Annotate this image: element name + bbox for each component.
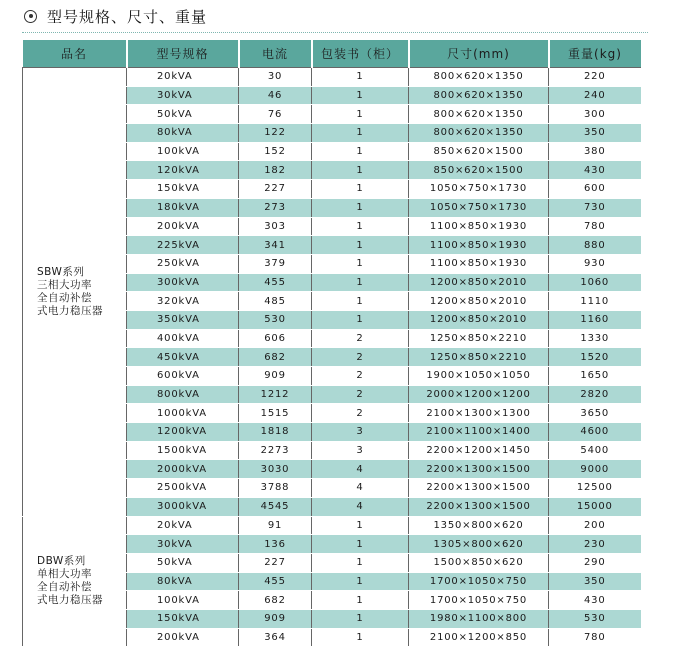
cell-packing: 1 bbox=[312, 86, 409, 105]
cell-packing: 1 bbox=[312, 553, 409, 572]
cell-packing: 2 bbox=[312, 404, 409, 423]
cell-model: 450kVA bbox=[127, 348, 239, 367]
section-header bbox=[24, 5, 207, 27]
product-name-line: DBW系列 bbox=[37, 555, 86, 568]
cell-weight: 530 bbox=[549, 609, 641, 628]
cell-packing: 1 bbox=[312, 124, 409, 143]
cell-dimensions: 1100×850×1930 bbox=[409, 217, 549, 236]
cell-dimensions: 800×620×1350 bbox=[409, 124, 549, 143]
cell-weight: 300 bbox=[549, 105, 641, 124]
cell-model: 180kVA bbox=[127, 198, 239, 217]
header-model: 型号规格 bbox=[127, 40, 239, 68]
cell-weight: 780 bbox=[549, 628, 641, 647]
cell-model: 200kVA bbox=[127, 217, 239, 236]
header-dimensions: 尺寸(mm) bbox=[409, 40, 549, 68]
cell-weight: 350 bbox=[549, 124, 641, 143]
cell-weight: 730 bbox=[549, 198, 641, 217]
cell-model: 200kVA bbox=[127, 628, 239, 647]
cell-model: 100kVA bbox=[127, 591, 239, 610]
cell-dimensions: 850×620×1500 bbox=[409, 161, 549, 180]
product-name-line: 全自动补偿 bbox=[37, 291, 92, 304]
cell-weight: 430 bbox=[549, 591, 641, 610]
cell-current: 76 bbox=[239, 105, 312, 124]
cell-dimensions: 1500×850×620 bbox=[409, 553, 549, 572]
cell-packing: 2 bbox=[312, 348, 409, 367]
cell-weight: 5400 bbox=[549, 441, 641, 460]
cell-dimensions: 2100×1200×850 bbox=[409, 628, 549, 647]
cell-weight: 1110 bbox=[549, 292, 641, 311]
cell-current: 909 bbox=[239, 367, 312, 386]
cell-current: 4545 bbox=[239, 497, 312, 516]
cell-weight: 2820 bbox=[549, 385, 641, 404]
cell-packing: 1 bbox=[312, 572, 409, 591]
cell-current: 2273 bbox=[239, 441, 312, 460]
cell-model: 120kVA bbox=[127, 161, 239, 180]
cell-model: 20kVA bbox=[127, 516, 239, 535]
cell-current: 455 bbox=[239, 273, 312, 292]
cell-current: 3788 bbox=[239, 479, 312, 498]
cell-current: 46 bbox=[239, 86, 312, 105]
section-title: 型号规格、尺寸、重量 bbox=[47, 7, 208, 26]
cell-dimensions: 1700×1050×750 bbox=[409, 591, 549, 610]
cell-weight: 230 bbox=[549, 535, 641, 554]
product-name-line: 三相大功率 bbox=[37, 278, 92, 291]
dotted-divider bbox=[22, 32, 648, 33]
product-name-line: 式电力稳压器 bbox=[37, 304, 103, 317]
cell-packing: 1 bbox=[312, 161, 409, 180]
cell-current: 152 bbox=[239, 142, 312, 161]
cell-dimensions: 1350×800×620 bbox=[409, 516, 549, 535]
cell-weight: 1060 bbox=[549, 273, 641, 292]
cell-model: 2000kVA bbox=[127, 460, 239, 479]
cell-weight: 200 bbox=[549, 516, 641, 535]
cell-packing: 1 bbox=[312, 273, 409, 292]
cell-current: 379 bbox=[239, 254, 312, 273]
cell-model: 80kVA bbox=[127, 572, 239, 591]
cell-dimensions: 1050×750×1730 bbox=[409, 198, 549, 217]
cell-current: 485 bbox=[239, 292, 312, 311]
cell-current: 530 bbox=[239, 310, 312, 329]
cell-packing: 2 bbox=[312, 367, 409, 386]
cell-dimensions: 1200×850×2010 bbox=[409, 310, 549, 329]
cell-current: 606 bbox=[239, 329, 312, 348]
cell-weight: 930 bbox=[549, 254, 641, 273]
cell-current: 273 bbox=[239, 198, 312, 217]
table-body bbox=[23, 68, 641, 647]
cell-packing: 1 bbox=[312, 68, 409, 87]
cell-current: 682 bbox=[239, 591, 312, 610]
cell-weight: 290 bbox=[549, 553, 641, 572]
product-name-line: 式电力稳压器 bbox=[37, 594, 103, 607]
product-name-line: SBW系列 bbox=[37, 265, 85, 278]
cell-weight: 380 bbox=[549, 142, 641, 161]
cell-model: 3000kVA bbox=[127, 497, 239, 516]
cell-dimensions: 800×620×1350 bbox=[409, 68, 549, 87]
cell-current: 91 bbox=[239, 516, 312, 535]
cell-model: 150kVA bbox=[127, 180, 239, 199]
cell-dimensions: 1100×850×1930 bbox=[409, 254, 549, 273]
cell-dimensions: 2200×1300×1500 bbox=[409, 497, 549, 516]
cell-packing: 1 bbox=[312, 609, 409, 628]
cell-current: 303 bbox=[239, 217, 312, 236]
cell-weight: 1520 bbox=[549, 348, 641, 367]
cell-packing: 2 bbox=[312, 329, 409, 348]
cell-current: 341 bbox=[239, 236, 312, 255]
cell-packing: 1 bbox=[312, 180, 409, 199]
cell-model: 300kVA bbox=[127, 273, 239, 292]
cell-current: 182 bbox=[239, 161, 312, 180]
spec-table bbox=[22, 40, 641, 647]
cell-model: 20kVA bbox=[127, 68, 239, 87]
cell-packing: 1 bbox=[312, 217, 409, 236]
cell-current: 682 bbox=[239, 348, 312, 367]
cell-packing: 2 bbox=[312, 385, 409, 404]
cell-weight: 240 bbox=[549, 86, 641, 105]
cell-dimensions: 1100×850×1930 bbox=[409, 236, 549, 255]
cell-dimensions: 1305×800×620 bbox=[409, 535, 549, 554]
product-name-line: 全自动补偿 bbox=[37, 581, 92, 594]
header-weight: 重量(kg) bbox=[549, 40, 641, 68]
cell-dimensions: 1200×850×2010 bbox=[409, 292, 549, 311]
cell-dimensions: 1900×1050×1050 bbox=[409, 367, 549, 386]
cell-packing: 3 bbox=[312, 441, 409, 460]
cell-current: 227 bbox=[239, 180, 312, 199]
cell-packing: 1 bbox=[312, 105, 409, 124]
cell-current: 3030 bbox=[239, 460, 312, 479]
cell-model: 30kVA bbox=[127, 535, 239, 554]
cell-dimensions: 1250×850×2210 bbox=[409, 329, 549, 348]
cell-model: 50kVA bbox=[127, 105, 239, 124]
cell-packing: 1 bbox=[312, 292, 409, 311]
cell-dimensions: 850×620×1500 bbox=[409, 142, 549, 161]
cell-packing: 3 bbox=[312, 423, 409, 442]
cell-weight: 430 bbox=[549, 161, 641, 180]
cell-weight: 350 bbox=[549, 572, 641, 591]
cell-model: 1200kVA bbox=[127, 423, 239, 442]
cell-packing: 1 bbox=[312, 142, 409, 161]
cell-packing: 4 bbox=[312, 460, 409, 479]
cell-packing: 1 bbox=[312, 198, 409, 217]
cell-current: 1515 bbox=[239, 404, 312, 423]
cell-dimensions: 1700×1050×750 bbox=[409, 572, 549, 591]
cell-current: 364 bbox=[239, 628, 312, 647]
product-name-cell bbox=[23, 516, 127, 647]
header-current: 电流 bbox=[239, 40, 312, 68]
cell-dimensions: 800×620×1350 bbox=[409, 86, 549, 105]
cell-weight: 9000 bbox=[549, 460, 641, 479]
cell-weight: 4600 bbox=[549, 423, 641, 442]
cell-dimensions: 800×620×1350 bbox=[409, 105, 549, 124]
cell-packing: 4 bbox=[312, 479, 409, 498]
table-row bbox=[23, 68, 641, 87]
header-product-name: 品名 bbox=[23, 40, 127, 68]
cell-dimensions: 2100×1100×1400 bbox=[409, 423, 549, 442]
cell-weight: 1160 bbox=[549, 310, 641, 329]
cell-weight: 12500 bbox=[549, 479, 641, 498]
table-row bbox=[23, 516, 641, 535]
cell-weight: 600 bbox=[549, 180, 641, 199]
cell-model: 250kVA bbox=[127, 254, 239, 273]
cell-model: 1000kVA bbox=[127, 404, 239, 423]
cell-dimensions: 2200×1200×1450 bbox=[409, 441, 549, 460]
cell-current: 1818 bbox=[239, 423, 312, 442]
header-packing: 包装书（柜） bbox=[312, 40, 409, 68]
cell-model: 400kVA bbox=[127, 329, 239, 348]
cell-packing: 1 bbox=[312, 254, 409, 273]
cell-model: 2500kVA bbox=[127, 479, 239, 498]
product-name-cell bbox=[23, 68, 127, 517]
cell-packing: 1 bbox=[312, 591, 409, 610]
cell-dimensions: 1050×750×1730 bbox=[409, 180, 549, 199]
cell-dimensions: 2000×1200×1200 bbox=[409, 385, 549, 404]
cell-model: 1500kVA bbox=[127, 441, 239, 460]
cell-dimensions: 2200×1300×1500 bbox=[409, 479, 549, 498]
cell-current: 227 bbox=[239, 553, 312, 572]
cell-model: 80kVA bbox=[127, 124, 239, 143]
cell-packing: 1 bbox=[312, 236, 409, 255]
cell-packing: 1 bbox=[312, 535, 409, 554]
cell-model: 320kVA bbox=[127, 292, 239, 311]
cell-packing: 4 bbox=[312, 497, 409, 516]
cell-current: 122 bbox=[239, 124, 312, 143]
cell-dimensions: 1250×850×2210 bbox=[409, 348, 549, 367]
product-name-line: 单相大功率 bbox=[37, 568, 92, 581]
cell-weight: 220 bbox=[549, 68, 641, 87]
cell-model: 150kVA bbox=[127, 609, 239, 628]
cell-packing: 1 bbox=[312, 628, 409, 647]
cell-dimensions: 1200×850×2010 bbox=[409, 273, 549, 292]
cell-model: 800kVA bbox=[127, 385, 239, 404]
cell-dimensions: 2100×1300×1300 bbox=[409, 404, 549, 423]
cell-model: 50kVA bbox=[127, 553, 239, 572]
cell-current: 455 bbox=[239, 572, 312, 591]
cell-weight: 1650 bbox=[549, 367, 641, 386]
cell-packing: 1 bbox=[312, 310, 409, 329]
cell-dimensions: 1980×1100×800 bbox=[409, 609, 549, 628]
cell-model: 600kVA bbox=[127, 367, 239, 386]
cell-dimensions: 2200×1300×1500 bbox=[409, 460, 549, 479]
cell-current: 30 bbox=[239, 68, 312, 87]
cell-weight: 3650 bbox=[549, 404, 641, 423]
cell-model: 225kVA bbox=[127, 236, 239, 255]
cell-model: 100kVA bbox=[127, 142, 239, 161]
header-row bbox=[23, 40, 641, 68]
cell-current: 1212 bbox=[239, 385, 312, 404]
cell-current: 136 bbox=[239, 535, 312, 554]
cell-weight: 780 bbox=[549, 217, 641, 236]
cell-weight: 15000 bbox=[549, 497, 641, 516]
circle-bullet-icon bbox=[24, 10, 37, 23]
cell-weight: 1330 bbox=[549, 329, 641, 348]
cell-weight: 880 bbox=[549, 236, 641, 255]
cell-model: 350kVA bbox=[127, 310, 239, 329]
cell-current: 909 bbox=[239, 609, 312, 628]
cell-model: 30kVA bbox=[127, 86, 239, 105]
cell-packing: 1 bbox=[312, 516, 409, 535]
